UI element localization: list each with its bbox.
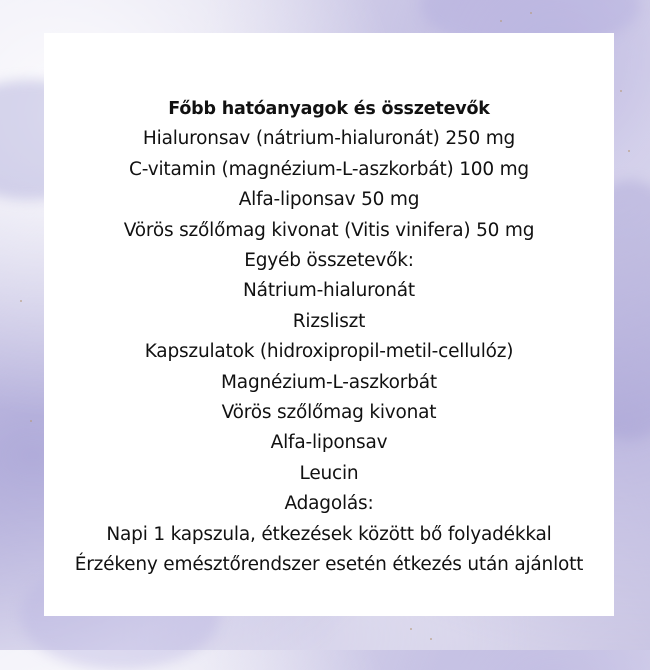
text-line: Nátrium-hialuronát — [243, 280, 415, 302]
text-line: Leucin — [299, 462, 359, 484]
gold-speck — [530, 12, 532, 14]
gold-speck — [20, 300, 22, 302]
gold-speck — [620, 90, 622, 92]
text-line: Vörös szőlőmag kivonat — [221, 402, 437, 424]
text-line: Vörös szőlőmag kivonat (Vitis vinifera) 50 mg — [123, 219, 535, 241]
gold-speck — [500, 20, 502, 22]
text-line: Magnézium-L-aszkorbát — [221, 371, 437, 393]
ingredients-card — [44, 33, 614, 616]
text-line: C-vitamin (magnézium-L-aszkorbát) 100 mg — [129, 158, 529, 180]
gold-speck — [410, 628, 412, 630]
text-line: Rizsliszt — [292, 310, 366, 332]
gold-speck — [30, 420, 32, 422]
text-line: Érzékeny emésztőrendszer esetén étkezés után ajánlott — [74, 554, 584, 576]
text-line: Kapszulatok (hidroxipropil-metil-cellulóz) — [144, 341, 514, 363]
card-title: Főbb hatóanyagok és összetevők — [168, 99, 490, 119]
section-heading-dosage: Adagolás: — [284, 493, 374, 515]
gold-speck — [430, 638, 432, 640]
text-line: Napi 1 kapszula, étkezések között bő folyadékkal — [106, 523, 552, 545]
text-line: Alfa-liponsav — [270, 432, 388, 454]
text-line: Alfa-liponsav 50 mg — [238, 189, 420, 211]
ingredients-text-block — [44, 94, 614, 581]
text-line: Hialuronsav (nátrium-hialuronát) 250 mg — [142, 128, 516, 150]
gold-speck — [628, 150, 630, 152]
section-heading-other-ingredients: Egyéb összetevők: — [244, 250, 414, 272]
